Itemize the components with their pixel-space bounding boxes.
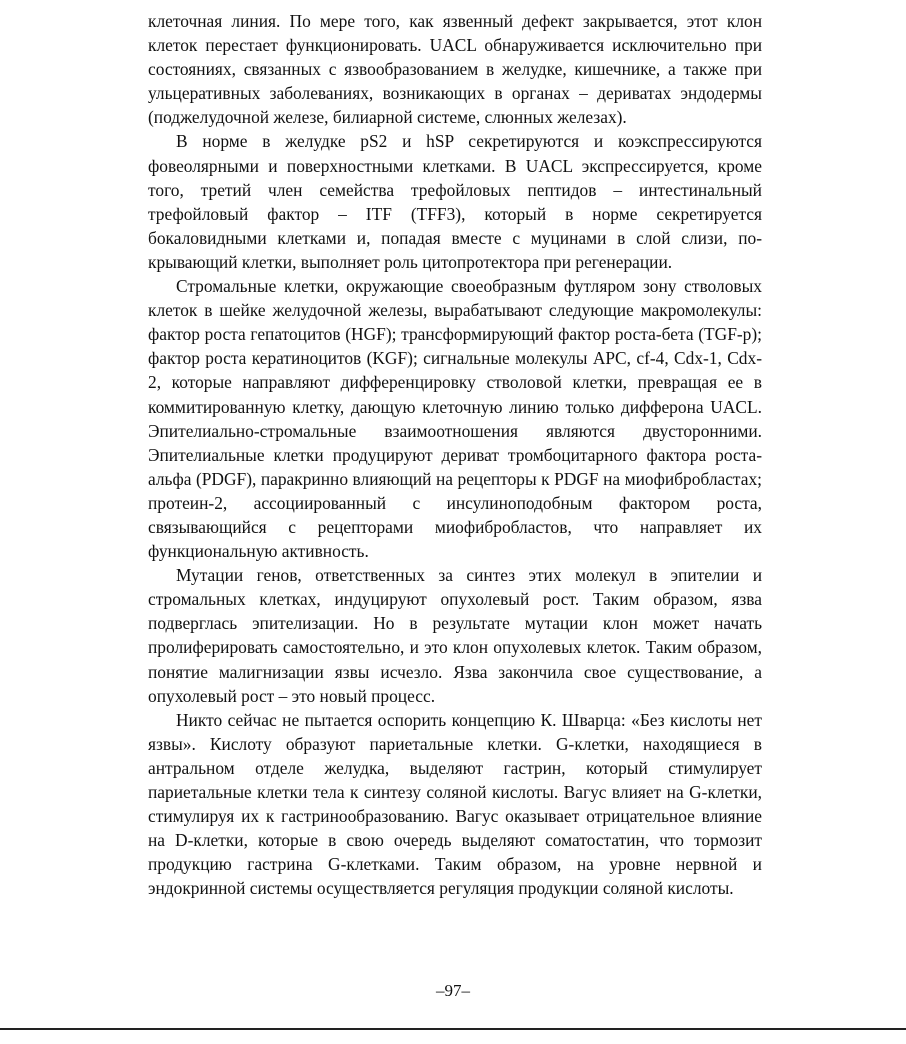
paragraph-stromal-cells: Стромальные клетки, окружающие своеобразным футляром зону стволовых клеток в шейке желудочной железы, вырабатывают следующие макромолекулы: фактор роста гепатоцитов (HGF); трансформирующий фактор роста-бета (TGF-p); фактор роста кератиноцитов (KGF); сигнальные молекулы APC, cf-4, Cdx-1, Cdx-2, которые направляют дифференцировку стволовой клетки, превращая ее в коммитированную клетку, дающую клеточную линию только дифферона UACL. Эпителиально-стромальные взаимоотношения являются двусторонними. Эпителиальные клетки продуцируют дериват тромбоцитарного фактора роста-альфа (PDGF), паракринно влияющий на рецепторы к PDGF на миофибробластах; протеин-2, ассоциированный с инсулиноподобным фактором роста, связывающийся с рецепторами миофибробластов, что направляет их функциональную активность. bbox=[148, 276, 762, 562]
paragraph-acid-regulation: Никто сейчас не пытается оспорить концепцию К. Шварца: «Без кислоты нет язвы». Кислоту образуют париетальные клетки. G-клетки, находящиеся в антральном отделе желудка, выделяют гастрин, который стимулирует париетальные клетки тела к синтезу соляной кислоты. Вагус влияет на G-клетки, стимулируя их к гастринообразованию. Вагус оказывает отрицательное влияние на D-клетки, которые в свою очередь выделяют соматостатин, что тормозит продукцию гастрина G-клетками. Таким образом, на уровне нервной и эндокринной системы осуществляется регуляция продукции соляной кислоты. bbox=[148, 709, 762, 899]
paragraph-trefoil-peptides: В норме в желудке pS2 и hSP секретируются и коэкспрессируются фовеолярными и поверхностными клетками. В UACL экспрессируется, кроме того, третий член семейства трефойловых пептидов – интестинальный трефойловый фактор – ITF (TFF3), который в норме секретируется бокаловидными клетками и, попадая вместе с муцинами в слой слизи, покрывающий клетки, выполняет роль цитопротектора при регенерации. bbox=[148, 131, 762, 272]
paragraph-uacl-continuation: клеточная линия. По мере того, как язвенный дефект закрывается, этот клон клеток перестает функционировать. UACL обнаруживается исключительно при состояниях, связанных с язвообразованием в желудке, кишечнике, а также при ульцеративных заболеваниях, возникающих в органах – дериватах эндодермы (поджелудочной железе, билиарной системе, слюнных железах). bbox=[148, 11, 762, 128]
page-bottom-rule bbox=[0, 1028, 906, 1030]
paragraph-gene-mutations: Мутации генов, ответственных за синтез этих молекул в эпителии и стромальных клетках, индуцируют опухолевый рост. Таким образом, язва подверглась эпителизации. Но в результате мутации клон может начать пролиферировать самостоятельно, и это клон опухолевых клеток. Таким образом, понятие малигнизации язвы исчезло. Язва закончила свое существование, а опухолевый рост – это новый процесс. bbox=[148, 565, 762, 706]
page-number: –97– bbox=[436, 981, 470, 1000]
page-body bbox=[148, 9, 762, 900]
